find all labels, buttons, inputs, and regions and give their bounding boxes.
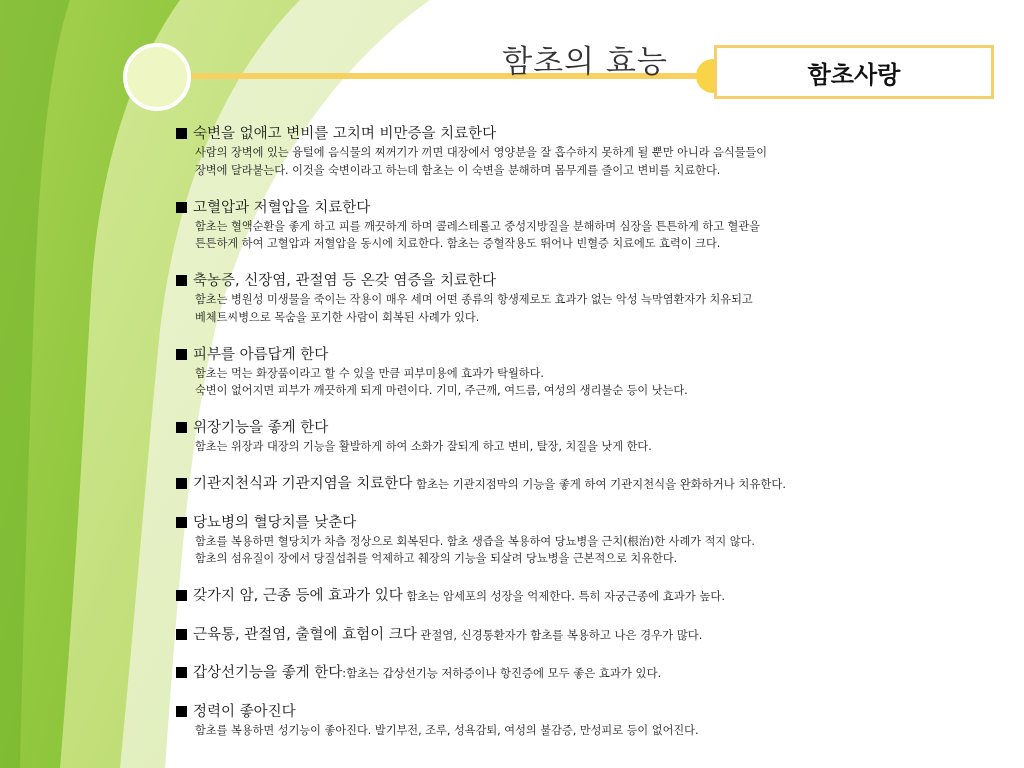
square-bullet-icon: [176, 275, 187, 286]
square-bullet-icon: [176, 422, 187, 433]
benefit-description-line: 숙변이 없어지면 피부가 깨끗하게 되게 마련이다. 기미, 주근깨, 여드름, 여성의 생리불순 등이 낫는다.: [195, 384, 688, 397]
benefit-inline-description: 함초는 기관지점막의 기능을 좋게 하여 기관지천식을 완화하거나 치유한다.: [412, 477, 787, 491]
benefit-heading: 근육통, 관절염, 출혈에 효험이 크다 관절염, 신경통환자가 함초를 복용하고 나은 경우가 많다.: [176, 625, 996, 645]
benefit-inline-description: :함초는 갑상선기능 저하증이나 항진증에 모두 좋은 효과가 있다.: [342, 666, 662, 680]
brand-text: 함초사랑: [807, 60, 901, 89]
benefit-item: [176, 625, 996, 645]
benefit-item: [176, 663, 996, 683]
benefit-item: [176, 124, 996, 179]
benefit-item: [176, 702, 996, 740]
benefits-list: [176, 124, 996, 758]
benefit-description-line: 베체트씨병으로 목숨을 포기한 사람이 회복된 사례가 있다.: [195, 310, 480, 324]
benefit-item: [176, 474, 996, 494]
benefit-heading: 축농증, 신장염, 관절염 등 온갖 염증을 치료한다: [176, 271, 996, 291]
square-bullet-icon: [176, 128, 187, 139]
benefit-description-line: 튼튼하게 하여 고혈압과 저혈압을 동시에 치료한다. 함초는 증혈작용도 뛰어나 빈혈증 치료에도 효력이 크다.: [195, 237, 721, 250]
square-bullet-icon: [176, 629, 187, 640]
benefit-heading: 기관지천식과 기관지염을 치료한다 함초는 기관지점막의 기능을 좋게 하여 기관지천식을 완화하거나 치유한다.: [176, 474, 996, 494]
benefit-inline-description: 관절염, 신경통환자가 함초를 복용하고 나은 경우가 많다.: [416, 627, 703, 642]
square-bullet-icon: [176, 706, 187, 717]
square-bullet-icon: [176, 349, 187, 360]
benefit-heading: 위장기능을 좋게 한다: [176, 418, 996, 438]
benefit-heading: 갖가지 암, 근종 등에 효과가 있다 함초는 암세포의 성장을 억제한다. 특히 자궁근종에 효과가 높다.: [176, 586, 996, 606]
benefit-description-line: 장벽에 달라붙는다. 이것을 숙변이라고 하는데 함초는 이 숙변을 분해하며 몸무게를 줄이고 변비를 치료한다.: [195, 163, 721, 177]
benefit-heading: 갑상선기능을 좋게 한다:함초는 갑상선기능 저하증이나 항진증에 모두 좋은 효과가 있다.: [176, 663, 996, 683]
square-bullet-icon: [176, 667, 187, 678]
benefit-item: [176, 198, 996, 253]
benefit-heading: 당뇨병의 혈당치를 낮춘다: [176, 513, 996, 533]
page-title: 함초의 효능: [502, 44, 668, 80]
benefit-description-line: 함초는 먹는 화장품이라고 할 수 있을 만큼 피부미용에 효과가 탁월하다.: [195, 366, 544, 380]
benefit-item: [176, 271, 996, 326]
benefit-description-line: 함초를 복용하면 성기능이 좋아진다. 발기부전, 조루, 성욕감퇴, 여성의 불감증, 만성피로 등이 없어진다.: [195, 723, 699, 737]
benefit-description-line: 사람의 장벽에 있는 융털에 음식물의 찌꺼기가 끼면 대장에서 영양분을 잘 흡수하지 못하게 될 뿐만 아니라 음식물들이: [195, 146, 768, 159]
benefit-description-line: 함초는 혈액순환을 좋게 하고 피를 깨끗하게 하며 콜레스테롤고 중성지방질을 분해하며 심장을 튼튼하게 하고 혈관을: [195, 219, 760, 233]
benefit-heading: 정력이 좋아진다: [176, 702, 996, 722]
benefit-description-line: 함초는 위장과 대장의 기능을 활발하게 하여 소화가 잘되게 하고 변비, 탈장, 치질을 낫게 한다.: [195, 440, 652, 453]
square-bullet-icon: [176, 478, 187, 489]
brand-box: [714, 45, 994, 99]
benefit-description-line: 함초를 복용하면 혈당치가 차츰 정상으로 회복된다. 함초 생즙을 복용하여 당뇨병을 근치(根治)한 사례가 적지 않다.: [195, 534, 755, 548]
benefit-heading: 숙변을 없애고 변비를 고치며 비만증을 치료한다: [176, 124, 996, 144]
benefit-item: [176, 345, 996, 400]
benefit-inline-description: 함초는 암세포의 성장을 억제한다. 특히 자궁근종에 효과가 높다.: [402, 589, 726, 603]
benefit-heading: 피부를 아름답게 한다: [176, 345, 996, 365]
benefit-description-line: 함초의 섬유질이 장에서 당질섭취를 억제하고 췌장의 기능을 되살려 당뇨병을 근본적으로 치유한다.: [195, 552, 678, 565]
square-bullet-icon: [176, 202, 187, 213]
square-bullet-icon: [176, 590, 187, 601]
square-bullet-icon: [176, 517, 187, 528]
benefit-item: [176, 418, 996, 456]
benefit-item: [176, 586, 996, 606]
benefit-heading: 고혈압과 저혈압을 치료한다: [176, 198, 996, 218]
benefit-item: [176, 513, 996, 568]
benefit-description-line: 함초는 병원성 미생물을 죽이는 작용이 매우 세며 어떤 종류의 항생제로도 효과가 없는 악성 늑막염환자가 치유되고: [195, 293, 753, 306]
